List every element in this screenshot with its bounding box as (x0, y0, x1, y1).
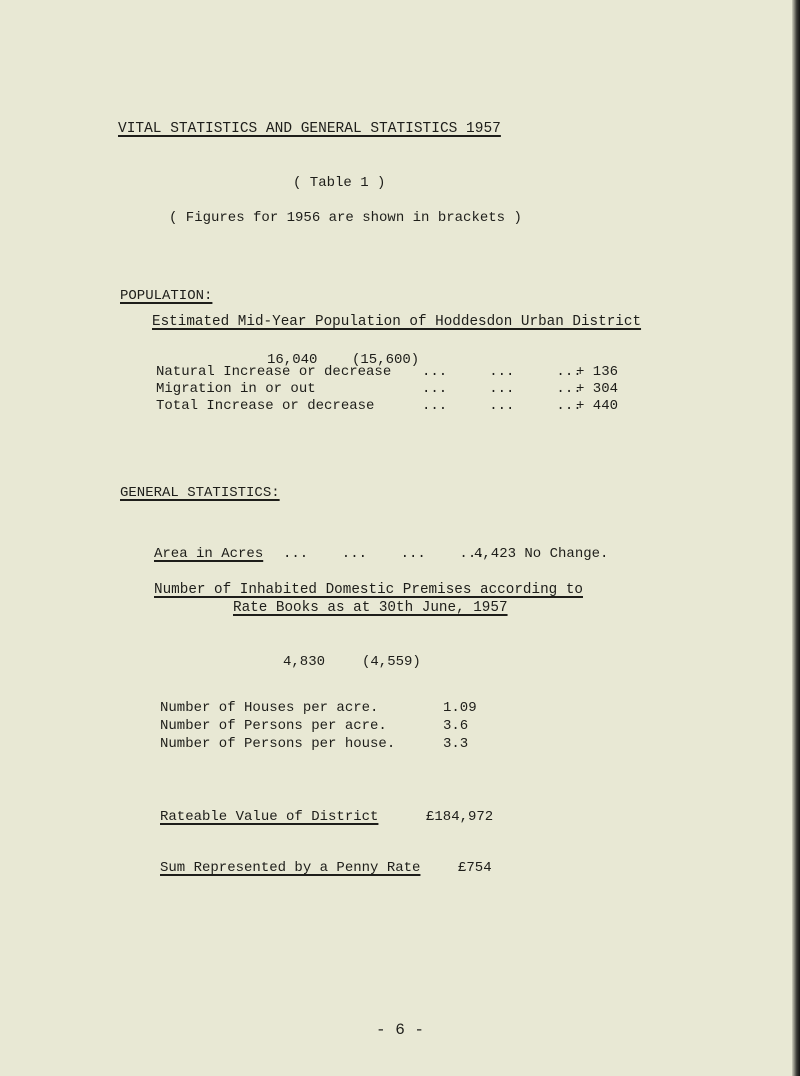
population-value: 16,040 (267, 352, 318, 368)
density-label: Number of Persons per acre. (160, 718, 387, 734)
penny-rate-value: £754 (458, 860, 492, 876)
population-previous: (15,600) (352, 352, 420, 368)
premises-value: 4,830 (283, 654, 326, 670)
row-value: + 304 (576, 381, 619, 397)
row-value: + 136 (576, 364, 619, 380)
row-label: Natural Increase or decrease (156, 364, 392, 380)
row-label: Migration in or out (156, 381, 316, 397)
page-number: - 6 - (376, 1021, 425, 1039)
table-label: ( Table 1 ) (293, 175, 386, 191)
row-dots: ... ... ... (422, 398, 582, 414)
premises-previous: (4,559) (362, 654, 421, 670)
density-value: 1.09 (443, 700, 477, 716)
area-dots: ... ... ... ... (283, 546, 485, 562)
row-dots: ... ... ... (422, 364, 582, 380)
density-value: 3.3 (443, 736, 469, 752)
row-label: Total Increase or decrease (156, 398, 375, 414)
population-heading: POPULATION: (120, 288, 213, 304)
population-subheading: Estimated Mid-Year Population of Hoddesdon Urban District (152, 314, 642, 330)
brackets-note: ( Figures for 1956 are shown in brackets ) (169, 210, 522, 226)
page-edge-shadow (792, 0, 800, 1076)
density-label: Number of Persons per house. (160, 736, 396, 752)
rateable-label: Rateable Value of District (160, 809, 379, 825)
area-value: 4,423 No Change. (474, 546, 609, 562)
premises-heading-line1: Number of Inhabited Domestic Premises according to (154, 582, 583, 598)
row-value: + 440 (576, 398, 619, 414)
density-value: 3.6 (443, 718, 469, 734)
rateable-value: £184,972 (426, 809, 494, 825)
penny-rate-label: Sum Represented by a Penny Rate (160, 860, 421, 876)
row-dots: ... ... ... (422, 381, 582, 397)
document-title: VITAL STATISTICS AND GENERAL STATISTICS 1957 (118, 121, 501, 137)
premises-heading-line2: Rate Books as at 30th June, 1957 (233, 600, 508, 616)
general-heading: GENERAL STATISTICS: (120, 485, 280, 501)
area-label: Area in Acres (154, 546, 264, 562)
density-label: Number of Houses per acre. (160, 700, 379, 716)
